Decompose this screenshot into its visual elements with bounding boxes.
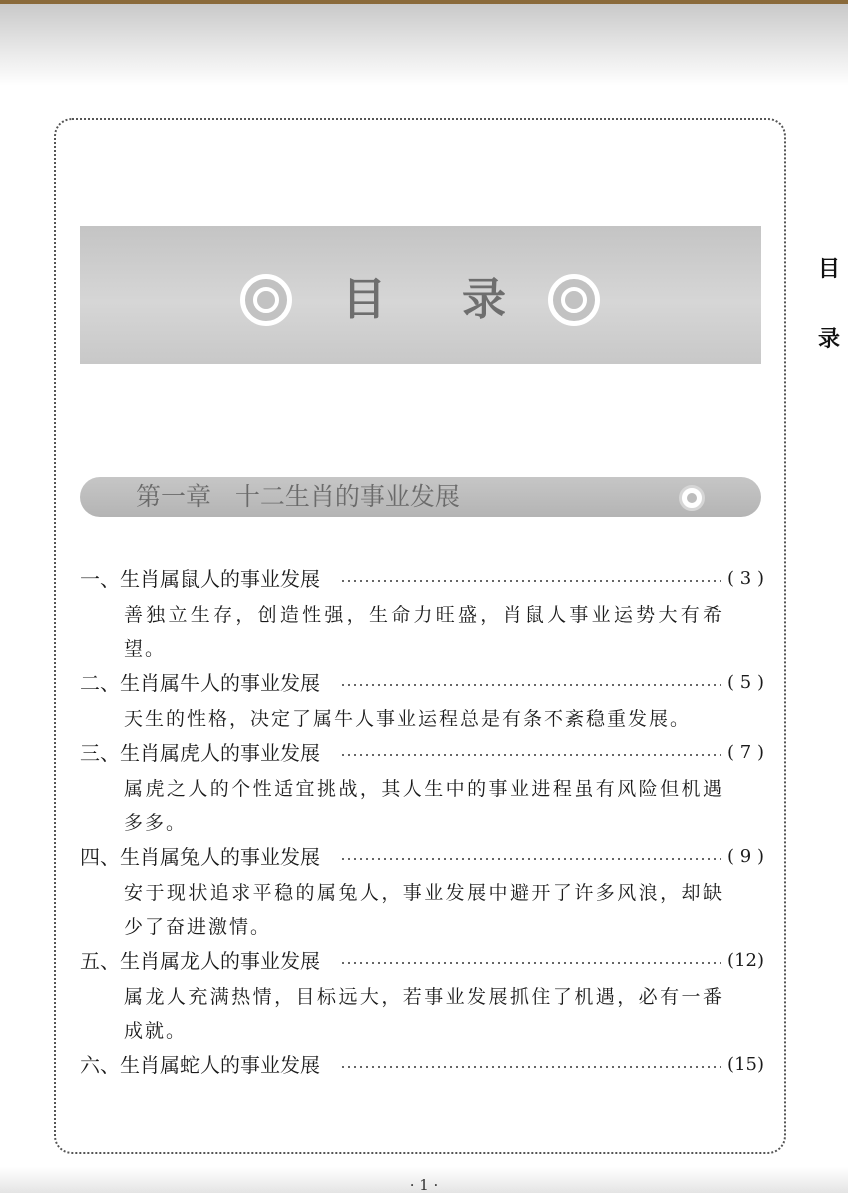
toc-page-number: ( 9 ) [727, 846, 764, 867]
toc-page-number: (12) [727, 950, 764, 971]
toc-entry[interactable] [80, 670, 764, 736]
leader-dots [340, 1066, 721, 1068]
banner-title-char-1: 目 [342, 274, 386, 325]
ring-ornament-icon [240, 274, 292, 326]
contents-banner [80, 226, 761, 364]
toc-entry-title: 五、生肖属龙人的事业发展 [80, 949, 320, 973]
leader-dots [340, 580, 721, 582]
chapter-title: 第一章 十二生肖的事业发展 [136, 482, 460, 511]
page-header-shade [0, 4, 848, 86]
leader-dots [340, 754, 721, 756]
toc-entry[interactable] [80, 1052, 764, 1078]
toc-entry-description: 属龙人充满热情，目标远大，若事业发展抓住了机遇，必有一番成就。 [124, 986, 724, 1042]
toc-page-number: ( 3 ) [727, 568, 764, 589]
toc-entry[interactable] [80, 566, 764, 666]
toc-entry-title: 三、生肖属虎人的事业发展 [80, 741, 320, 765]
toc-page-number: ( 7 ) [727, 742, 764, 763]
side-title-char-2: 录 [818, 327, 841, 352]
ring-ornament-icon [548, 274, 600, 326]
toc-entry-description: 属虎之人的个性适宜挑战，其人生中的事业进程虽有风险但机遇多多。 [124, 778, 724, 834]
toc-entry-description: 安于现状追求平稳的属兔人，事业发展中避开了许多风浪，却缺少了奋进激情。 [124, 882, 724, 938]
toc-entry-title: 一、生肖属鼠人的事业发展 [80, 567, 320, 591]
table-of-contents [80, 566, 764, 1078]
leader-dots [340, 684, 721, 686]
banner-title-char-2: 录 [462, 274, 506, 325]
chapter-heading-bar [80, 477, 761, 517]
side-title-char-1: 目 [818, 257, 841, 282]
toc-entry[interactable] [80, 740, 764, 840]
toc-entry[interactable] [80, 948, 764, 1048]
leader-dots [340, 858, 721, 860]
circle-dot-icon [679, 485, 705, 511]
toc-page-number: (15) [727, 1054, 764, 1075]
toc-entry-description: 善独立生存，创造性强，生命力旺盛，肖鼠人事业运势大有希望。 [124, 604, 724, 660]
toc-entry[interactable] [80, 844, 764, 944]
toc-entry-title: 二、生肖属牛人的事业发展 [80, 671, 320, 695]
leader-dots [340, 962, 721, 964]
toc-entry-description: 天生的性格，决定了属牛人事业运程总是有条不紊稳重发展。 [124, 708, 692, 730]
toc-page-number: ( 5 ) [727, 672, 764, 693]
page-number: · 1 · [409, 1176, 439, 1194]
toc-entry-title: 六、生肖属蛇人的事业发展 [80, 1053, 320, 1077]
toc-entry-title: 四、生肖属兔人的事业发展 [80, 845, 320, 869]
